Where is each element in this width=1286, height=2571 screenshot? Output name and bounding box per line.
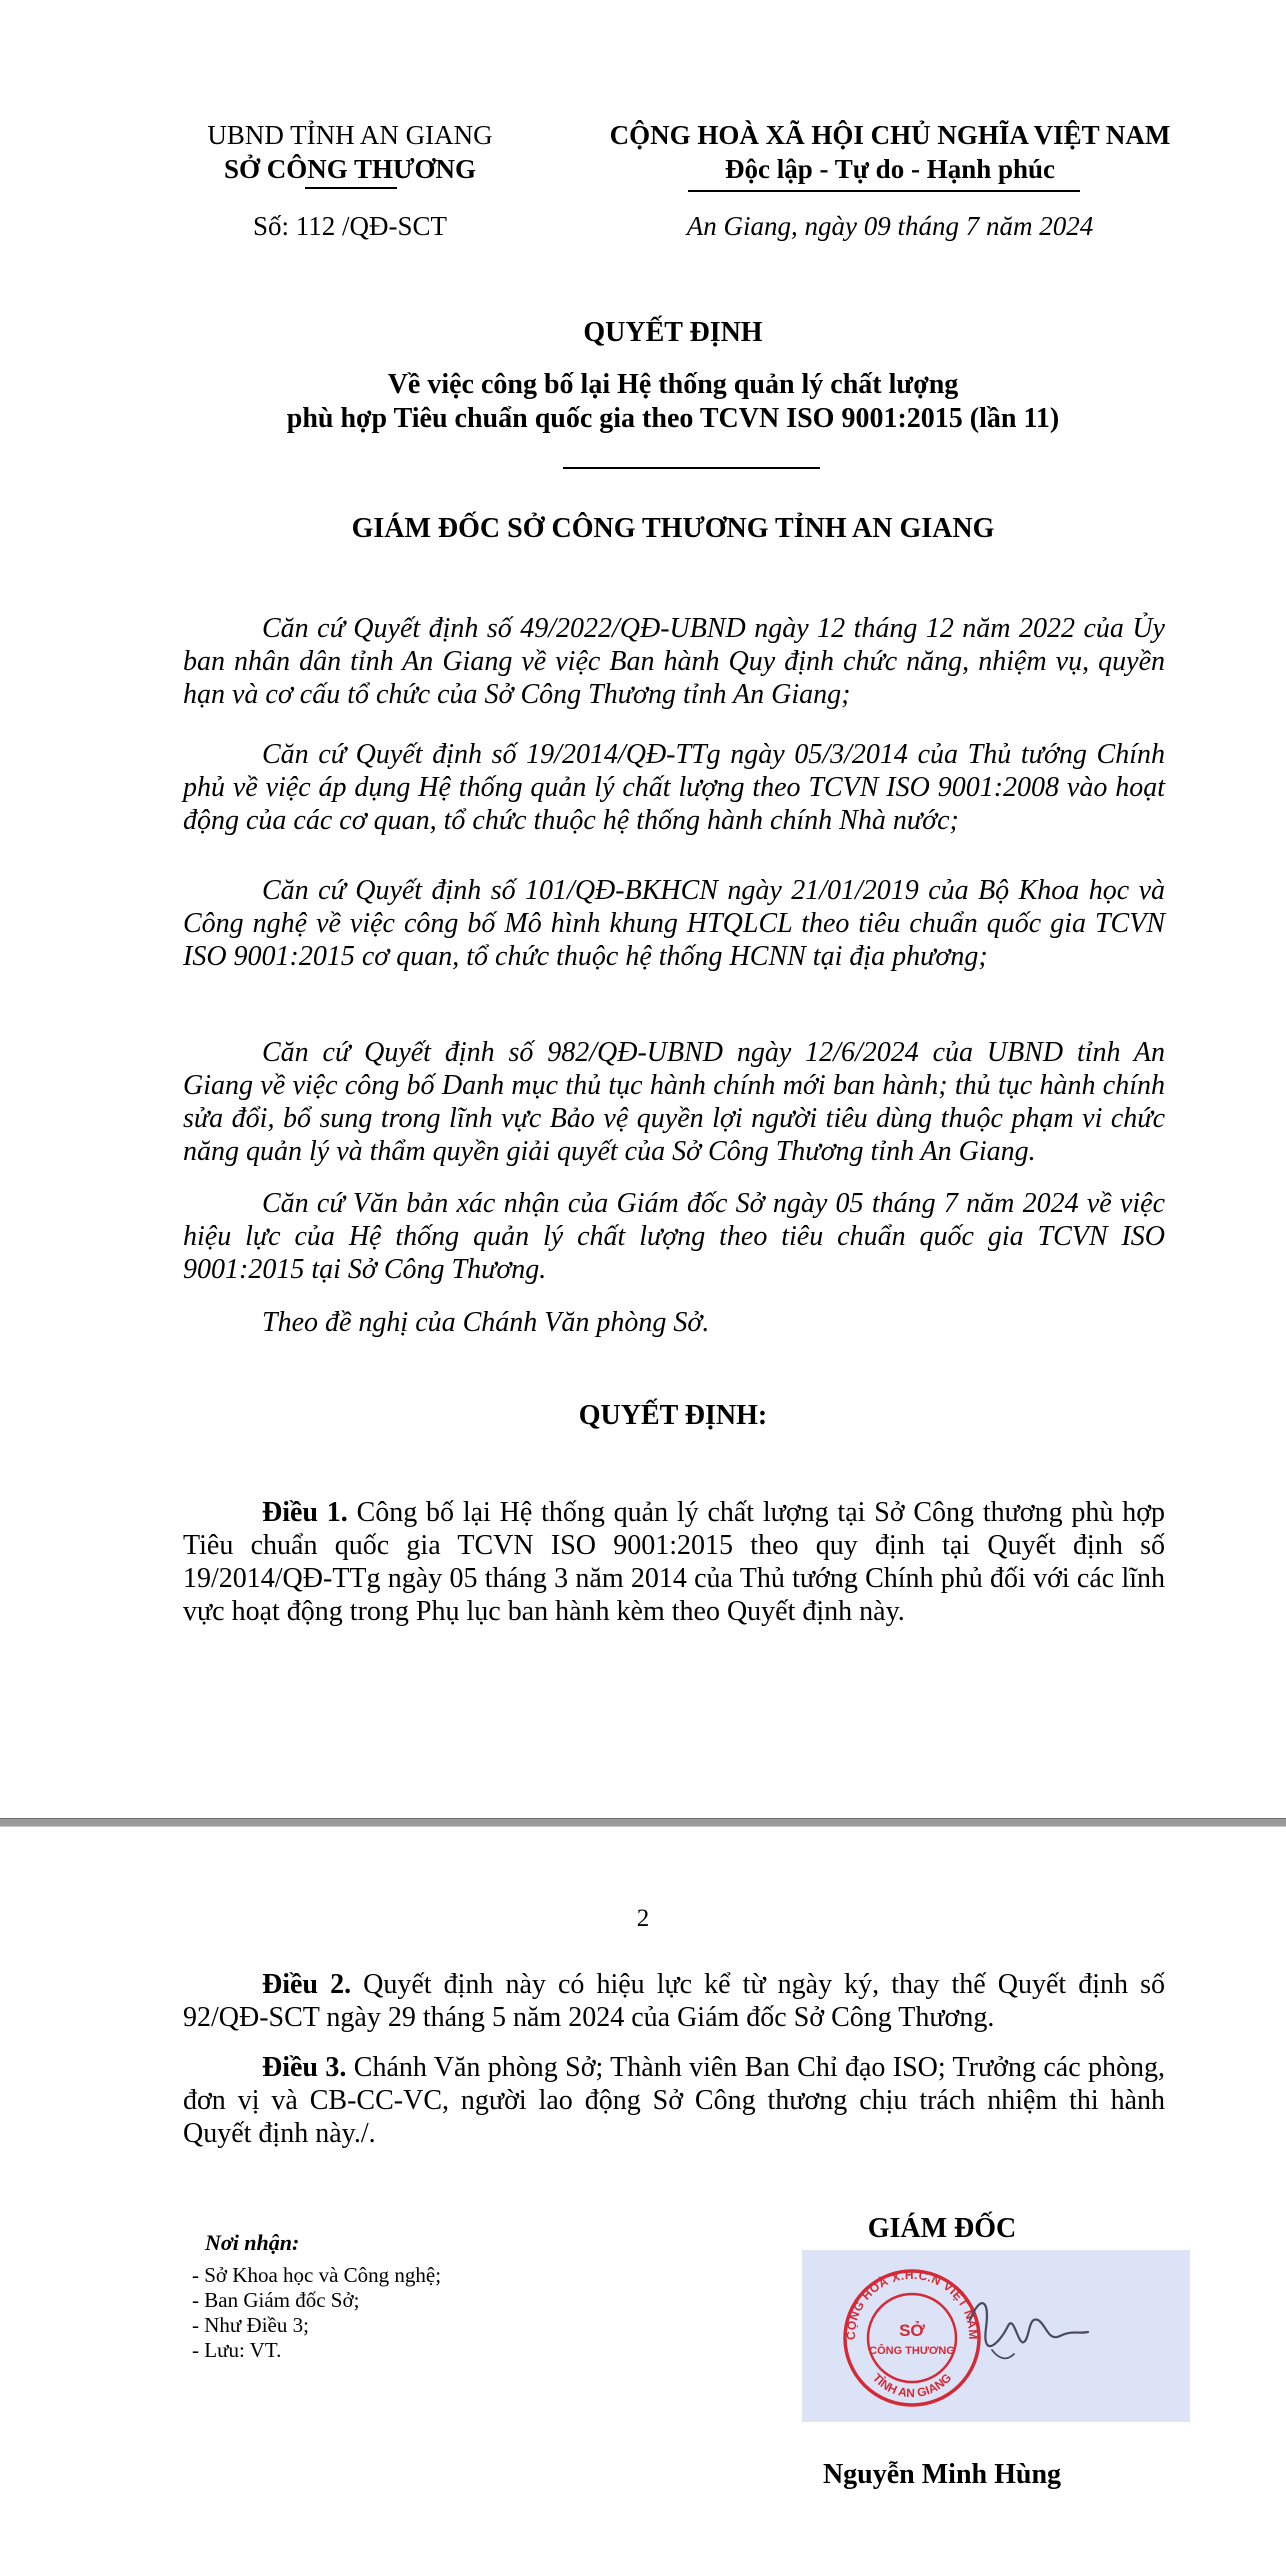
signature-flourish	[992, 2350, 1014, 2358]
handwritten-signature	[970, 2303, 1088, 2346]
legal-basis-3: Căn cứ Quyết định số 101/QĐ-BKHCN ngày 21/01/2019 của Bộ Khoa học và Công nghệ về việc công bố Mô hình khung HTQLCL theo tiêu chuẩn quốc gia TCVN ISO 9001:2015 cơ quan, tổ chức thuộc hệ thống HCNN tại địa phương;	[183, 875, 1165, 972]
official-seal	[802, 2250, 1190, 2422]
seal-top-text: CỘNG HOÀ X.H.C.N VIỆT NAM	[843, 2267, 981, 2341]
page-number: 2	[636, 1905, 650, 1932]
legal-basis-2: Căn cứ Quyết định số 19/2014/QĐ-TTg ngày 05/3/2014 của Thủ tướng Chính phủ về việc áp dụng Hệ thống quản lý chất lượng theo TCVN ISO 9001:2008 vào hoạt động của các cơ quan, tổ chức thuộc hệ thống hành chính Nhà nước;	[183, 739, 1165, 836]
recipient-item: - Sở Khoa học và Công nghệ;	[192, 2263, 441, 2288]
nation-motto: Độc lập - Tự do - Hạnh phúc	[724, 154, 1056, 184]
proposal-basis: Theo đề nghị của Chánh Văn phòng Sở.	[262, 1307, 710, 1338]
agency-underline	[305, 187, 397, 189]
agency-parent: UBND TỈNH AN GIANG	[207, 120, 493, 150]
article-3-label: Điều 3.	[262, 2052, 347, 2083]
subject-underline	[563, 467, 820, 469]
decision-heading: QUYẾT ĐỊNH:	[578, 1400, 768, 1431]
article-2-label: Điều 2.	[262, 1969, 352, 2000]
place-date: An Giang, ngày 09 tháng 7 năm 2024	[686, 211, 1094, 241]
recipient-item: - Ban Giám đốc Sở;	[192, 2288, 441, 2313]
subject-line-2: phù hợp Tiêu chuẩn quốc gia theo TCVN ISO 9001:2015 (lần 11)	[286, 403, 1060, 434]
issuing-authority: GIÁM ĐỐC SỞ CÔNG THƯƠNG TỈNH AN GIANG	[351, 513, 995, 544]
recipients-title: Nơi nhận:	[205, 2230, 300, 2255]
seal-bottom-text: TỈNH AN GIANG	[869, 2370, 955, 2401]
legal-basis-4: Căn cứ Quyết định số 982/QĐ-UBND ngày 12/6/2024 của UBND tỉnh An Giang về việc công bố Danh mục thủ tục hành chính mới ban hành; thủ tục hành chính sửa đổi, bổ sung trong lĩnh vực Bảo vệ quyền lợi người tiêu dùng thuộc phạm vi chức năng quản lý và thẩm quyền giải quyết của Sở Công Thương tỉnh An Giang.	[183, 1037, 1165, 1167]
signature-stamp-area	[802, 2250, 1190, 2422]
article-1-text: Công bố lại Hệ thống quản lý chất lượng tại Sở Công thương phù hợp Tiêu chuẩn quốc gia TCVN ISO 9001:2015 theo quy định tại Quyết định số 19/2014/QĐ-TTg ngày 05 tháng 3 năm 2014 của Thủ tướng Chính phủ đối với các lĩnh vực hoạt động trong Phụ lục ban hành kèm theo Quyết định này.	[183, 1497, 1165, 1627]
page-separator	[0, 1818, 1286, 1827]
nation-name: CỘNG HOÀ XÃ HỘI CHỦ NGHĨA VIỆT NAM	[609, 120, 1171, 150]
signer-title: GIÁM ĐỐC	[867, 2213, 1017, 2244]
issuing-agency	[170, 118, 530, 186]
article-2-text: Quyết định này có hiệu lực kể từ ngày ký, thay thế Quyết định số 92/QĐ-SCT ngày 29 tháng 5 năm 2024 của Giám đốc Sở Công Thương.	[183, 1969, 1166, 2033]
seal-center-line-2: CÔNG THƯƠNG	[869, 2345, 955, 2357]
recipients-list	[192, 2263, 441, 2363]
recipient-item: - Như Điều 3;	[192, 2313, 441, 2338]
article-3	[183, 2051, 1165, 2150]
seal-center-line-1: SỞ	[899, 2321, 925, 2340]
document-subject	[190, 368, 1156, 436]
document-number: Số: 112 /QĐ-SCT	[252, 211, 448, 241]
legal-basis-1: Căn cứ Quyết định số 49/2022/QĐ-UBND ngày 12 tháng 12 năm 2022 của Ủy ban nhân dân tỉnh An Giang về việc Ban hành Quy định chức năng, nhiệm vụ, quyền hạn và cơ cấu tổ chức của Sở Công Thương tỉnh An Giang;	[183, 613, 1165, 710]
article-2	[183, 1968, 1165, 2034]
recipient-item: - Lưu: VT.	[192, 2338, 441, 2363]
article-3-text: Chánh Văn phòng Sở; Thành viên Ban Chỉ đạo ISO; Trưởng các phòng, đơn vị và CB-CC-VC, người lao động Sở Công thương chịu trách nhiệm thi hành Quyết định này./.	[183, 2052, 1166, 2149]
agency-name: SỞ CÔNG THƯƠNG	[223, 154, 477, 184]
signer-name: Nguyễn Minh Hùng	[822, 2459, 1062, 2490]
subject-line-1: Về việc công bố lại Hệ thống quản lý chất lượng	[387, 369, 959, 400]
article-1-label: Điều 1.	[262, 1497, 348, 1528]
motto-underline	[688, 190, 1080, 192]
legal-basis-5: Căn cứ Văn bản xác nhận của Giám đốc Sở ngày 05 tháng 7 năm 2024 về việc hiệu lực của Hệ thống quản lý chất lượng theo tiêu chuẩn quốc gia TCVN ISO 9001:2015 tại Sở Công Thương.	[183, 1188, 1165, 1285]
national-title	[590, 118, 1190, 186]
article-1	[183, 1496, 1165, 1628]
document-type: QUYẾT ĐỊNH	[583, 317, 763, 348]
